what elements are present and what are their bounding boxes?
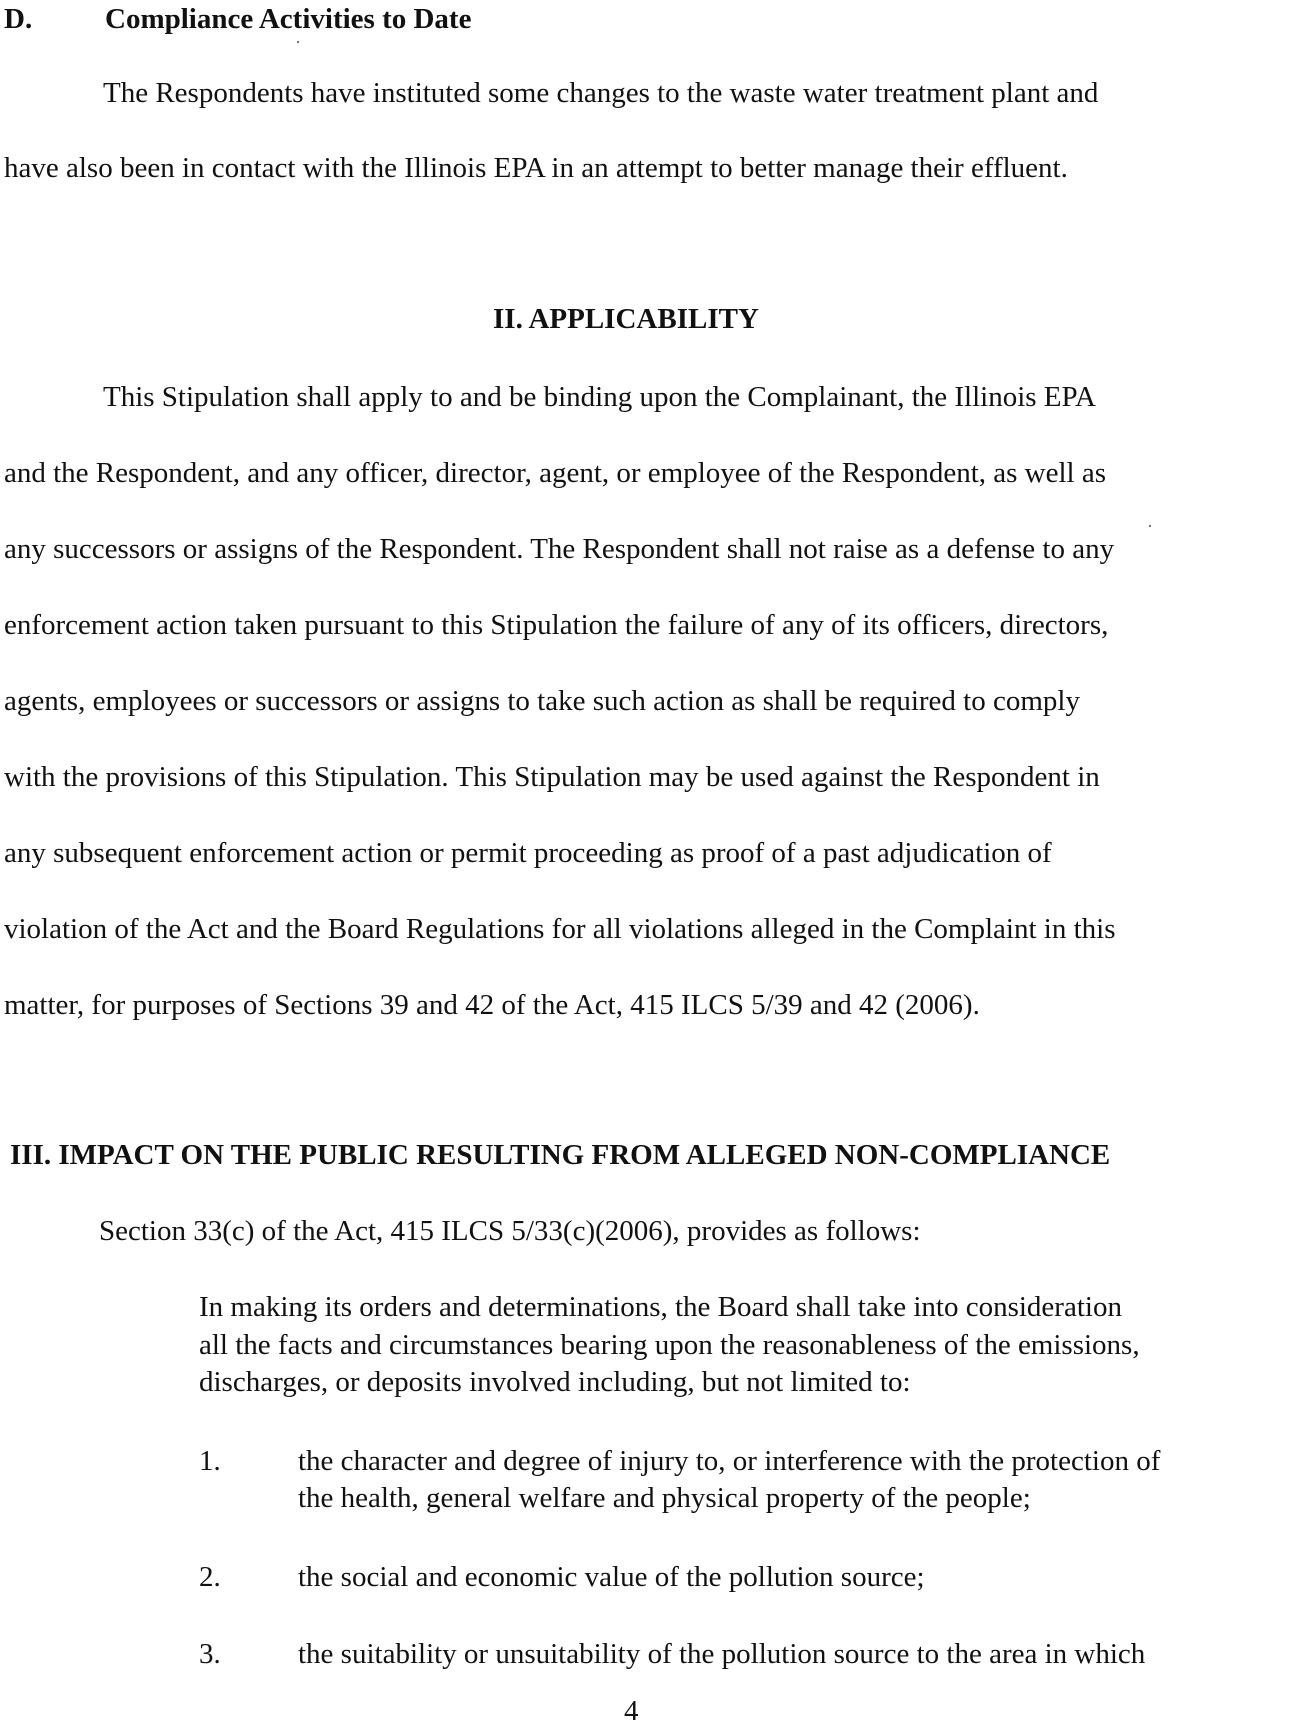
list-item-number: 2.: [199, 1561, 221, 1593]
section-d-letter: D.: [4, 3, 33, 35]
list-item-line: the suitability or unsuitability of the pollution source to the area in which: [298, 1638, 1146, 1670]
paragraph-line: violation of the Act and the Board Regulations for all violations alleged in the Complaint in this: [4, 913, 1116, 945]
scan-speck: [1149, 525, 1151, 527]
section-iii-heading: III. IMPACT ON THE PUBLIC RESULTING FROM ALLEGED NON-COMPLIANCE: [10, 1139, 1111, 1171]
paragraph-line: matter, for purposes of Sections 39 and 42 of the Act, 415 ILCS 5/39 and 42 (2006).: [4, 989, 980, 1021]
list-item-line: the health, general welfare and physical property of the people;: [298, 1482, 1031, 1514]
scan-speck: [297, 41, 299, 43]
section-d-title: Compliance Activities to Date: [105, 3, 472, 35]
list-item-line: the character and degree of injury to, or interference with the protection of: [298, 1445, 1161, 1477]
list-item-number: 1.: [199, 1445, 221, 1477]
quote-line: discharges, or deposits involved including, but not limited to:: [199, 1366, 911, 1398]
paragraph-line: This Stipulation shall apply to and be binding upon the Complainant, the Illinois EPA: [103, 381, 1096, 413]
paragraph-line: The Respondents have instituted some changes to the waste water treatment plant and: [103, 77, 1099, 109]
quote-line: In making its orders and determinations, the Board shall take into consideration: [199, 1291, 1122, 1323]
paragraph-line: agents, employees or successors or assigns to take such action as shall be required to comply: [4, 685, 1080, 717]
page-number: 4: [624, 1695, 639, 1727]
paragraph-line: with the provisions of this Stipulation. This Stipulation may be used against the Respondent in: [4, 761, 1100, 793]
section-ii-heading: II. APPLICABILITY: [493, 303, 759, 335]
paragraph-line: enforcement action taken pursuant to this Stipulation the failure of any of its officers, directors,: [4, 609, 1109, 641]
list-item-number: 3.: [199, 1638, 221, 1670]
paragraph-line: any successors or assigns of the Respondent. The Respondent shall not raise as a defense to any: [4, 533, 1115, 565]
list-item-line: the social and economic value of the pollution source;: [298, 1561, 925, 1593]
paragraph-line: any subsequent enforcement action or permit proceeding as proof of a past adjudication of: [4, 837, 1052, 869]
paragraph-line: and the Respondent, and any officer, director, agent, or employee of the Respondent, as well as: [4, 457, 1107, 489]
quote-line: all the facts and circumstances bearing upon the reasonableness of the emissions,: [199, 1329, 1140, 1361]
paragraph-line: have also been in contact with the Illinois EPA in an attempt to better manage their effluent.: [4, 152, 1068, 184]
section-iii-intro: Section 33(c) of the Act, 415 ILCS 5/33(c)(2006), provides as follows:: [99, 1215, 921, 1247]
